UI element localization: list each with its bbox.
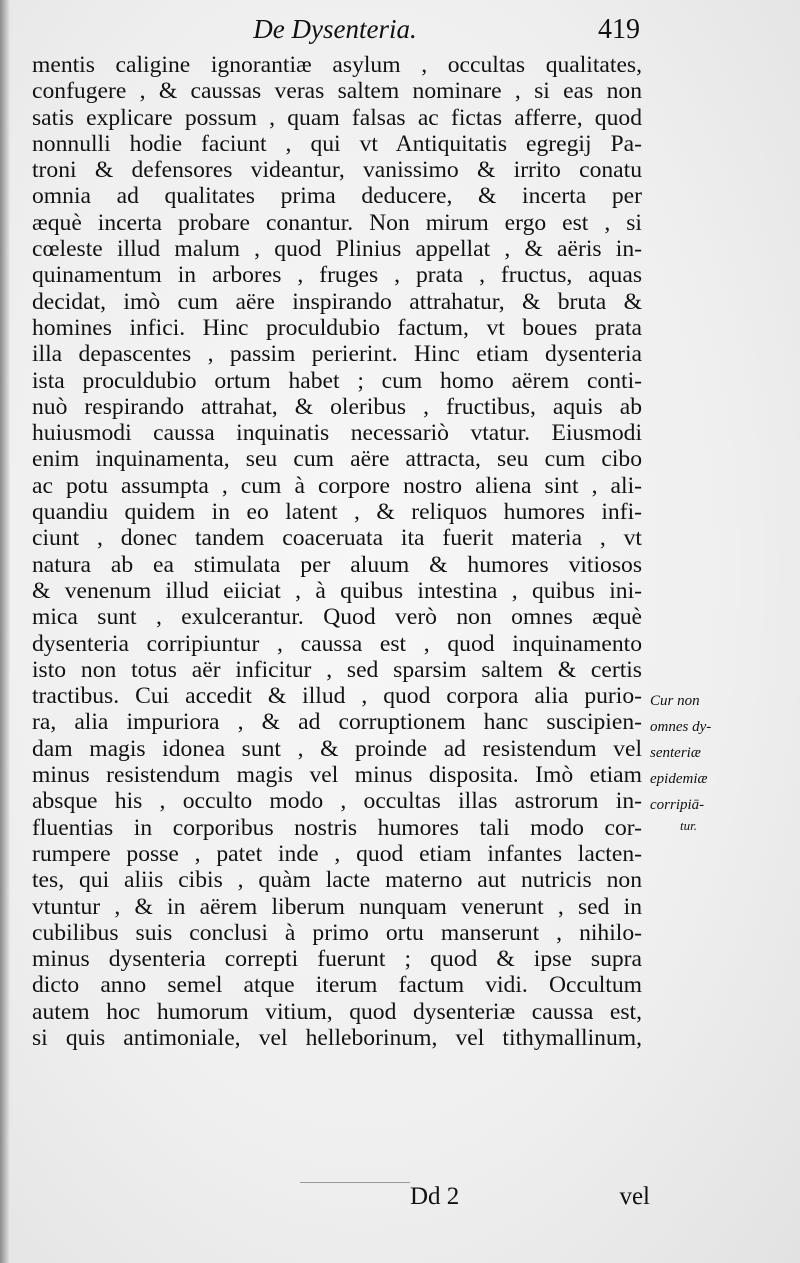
text-line: æquè incerta probare conantur. Non mirum ergo est , si <box>32 209 642 236</box>
text-line: enim inquinamenta, seu cum aëre attracta, seu cum cibo <box>32 446 642 473</box>
text-line: decidat, imò cum aëre inspirando attrahatur, & bruta & <box>32 288 642 315</box>
marginal-note-line: tur. <box>680 818 697 833</box>
text-line: cubilibus suis conclusi à primo ortu manserunt , nihilo- <box>32 919 642 946</box>
marginal-note-line: omnes dy- <box>650 719 712 735</box>
binding-shadow <box>0 0 10 1263</box>
text-line: satis explicare possum , quam falsas ac fictas afferre, quod <box>32 104 642 131</box>
text-line: absque his , occulto modo , occultas illas astrorum in- <box>32 788 642 815</box>
text-line: fluentias in corporibus nostris humores tali modo cor- <box>32 814 642 841</box>
text-line: ista proculdubio ortum habet ; cum homo aërem conti- <box>32 367 642 394</box>
text-line: mentis caligine ignorantiæ asylum , occultas qualitates, <box>32 52 642 78</box>
text-line: nonnulli hodie faciunt , qui vt Antiquitatis egregij Pa- <box>32 130 642 157</box>
text-line: rumpere posse , patet inde , quod etiam infantes lacten- <box>32 840 642 867</box>
text-line: vtuntur , & in aërem liberum nunquam venerunt , sed in <box>32 893 642 920</box>
text-line: minus resistendum magis vel minus disposita. Imò etiam <box>32 762 642 789</box>
text-line: dysenteria corripiuntur , caussa est , quod inquinamento <box>32 630 642 657</box>
text-line: autem hoc humorum vitium, quod dysenteriæ caussa est, <box>32 998 642 1025</box>
text-line: omnia ad qualitates prima deducere, & incerta per <box>32 183 642 210</box>
marginal-note-line: senteriæ <box>650 745 701 761</box>
text-line: minus dysenteria correpti fuerunt ; quod & ipse supra <box>32 946 642 973</box>
signature-mark: Dd 2 <box>410 1183 460 1210</box>
text-line: & venenum illud eiiciat , à quibus intestina , quibus ini- <box>32 577 642 604</box>
text-line: ac potu assumpta , cum à corpore nostro aliena sint , ali- <box>32 472 642 499</box>
text-line: dam magis idonea sunt , & proinde ad resistendum vel <box>32 735 642 762</box>
text-line: huiusmodi caussa inquinatis necessariò vtatur. Eiusmodi <box>32 420 642 447</box>
text-line: ciunt , donec tandem coaceruata ita fuerit materia , vt <box>32 525 642 552</box>
page-footer <box>32 1183 650 1219</box>
text-line: confugere , & caussas veras saltem nominare , si eas non <box>32 78 642 105</box>
text-line: si quis antimoniale, vel helleborinum, vel tithymallinum, <box>32 1024 642 1051</box>
page-header <box>30 14 640 50</box>
text-line: cœleste illud malum , quod Plinius appellat , & aëris in- <box>32 236 642 263</box>
running-title: De Dysenteria. <box>253 14 417 44</box>
main-text-block <box>32 52 642 1051</box>
text-line: quandiu quidem in eo latent , & reliquos humores infi- <box>32 499 642 526</box>
text-line: tes, qui aliis cibis , quàm lacte materno aut nutricis non <box>32 867 642 894</box>
text-line: tractibus. Cui accedit & illud , quod corpora alia purio- <box>32 683 642 710</box>
marginal-note-line: Cur non <box>650 693 700 709</box>
text-line: nuò respirando attrahat, & oleribus , fructibus, aquis ab <box>32 393 642 420</box>
text-line: quinamentum in arbores , fruges , prata , fructus, aquas <box>32 262 642 289</box>
marginal-note-line: epidemiæ <box>650 771 708 787</box>
text-line: homines infici. Hinc proculdubio factum, vt boues prata <box>32 314 642 341</box>
page-number: 419 <box>598 14 640 45</box>
marginal-note <box>650 688 790 834</box>
text-line: illa depascentes , passim perierint. Hinc etiam dysenteria <box>32 341 642 368</box>
text-line: isto non totus aër inficitur , sed sparsim saltem & certis <box>32 656 642 683</box>
marginal-note-line: corripiā- <box>650 797 705 813</box>
catchword: vel <box>619 1183 650 1210</box>
text-line: mica sunt , exulcerantur. Quod verò non omnes æquè <box>32 604 642 631</box>
text-line: dicto anno semel atque iterum factum vidi. Occultum <box>32 972 642 999</box>
text-line: ra, alia impuriora , & ad corruptionem hanc suscipien- <box>32 709 642 736</box>
text-line: natura ab ea stimulata per aluum & humores vitiosos <box>32 551 642 578</box>
text-line: troni & defensores videantur, vanissimo & irrito conatu <box>32 157 642 184</box>
